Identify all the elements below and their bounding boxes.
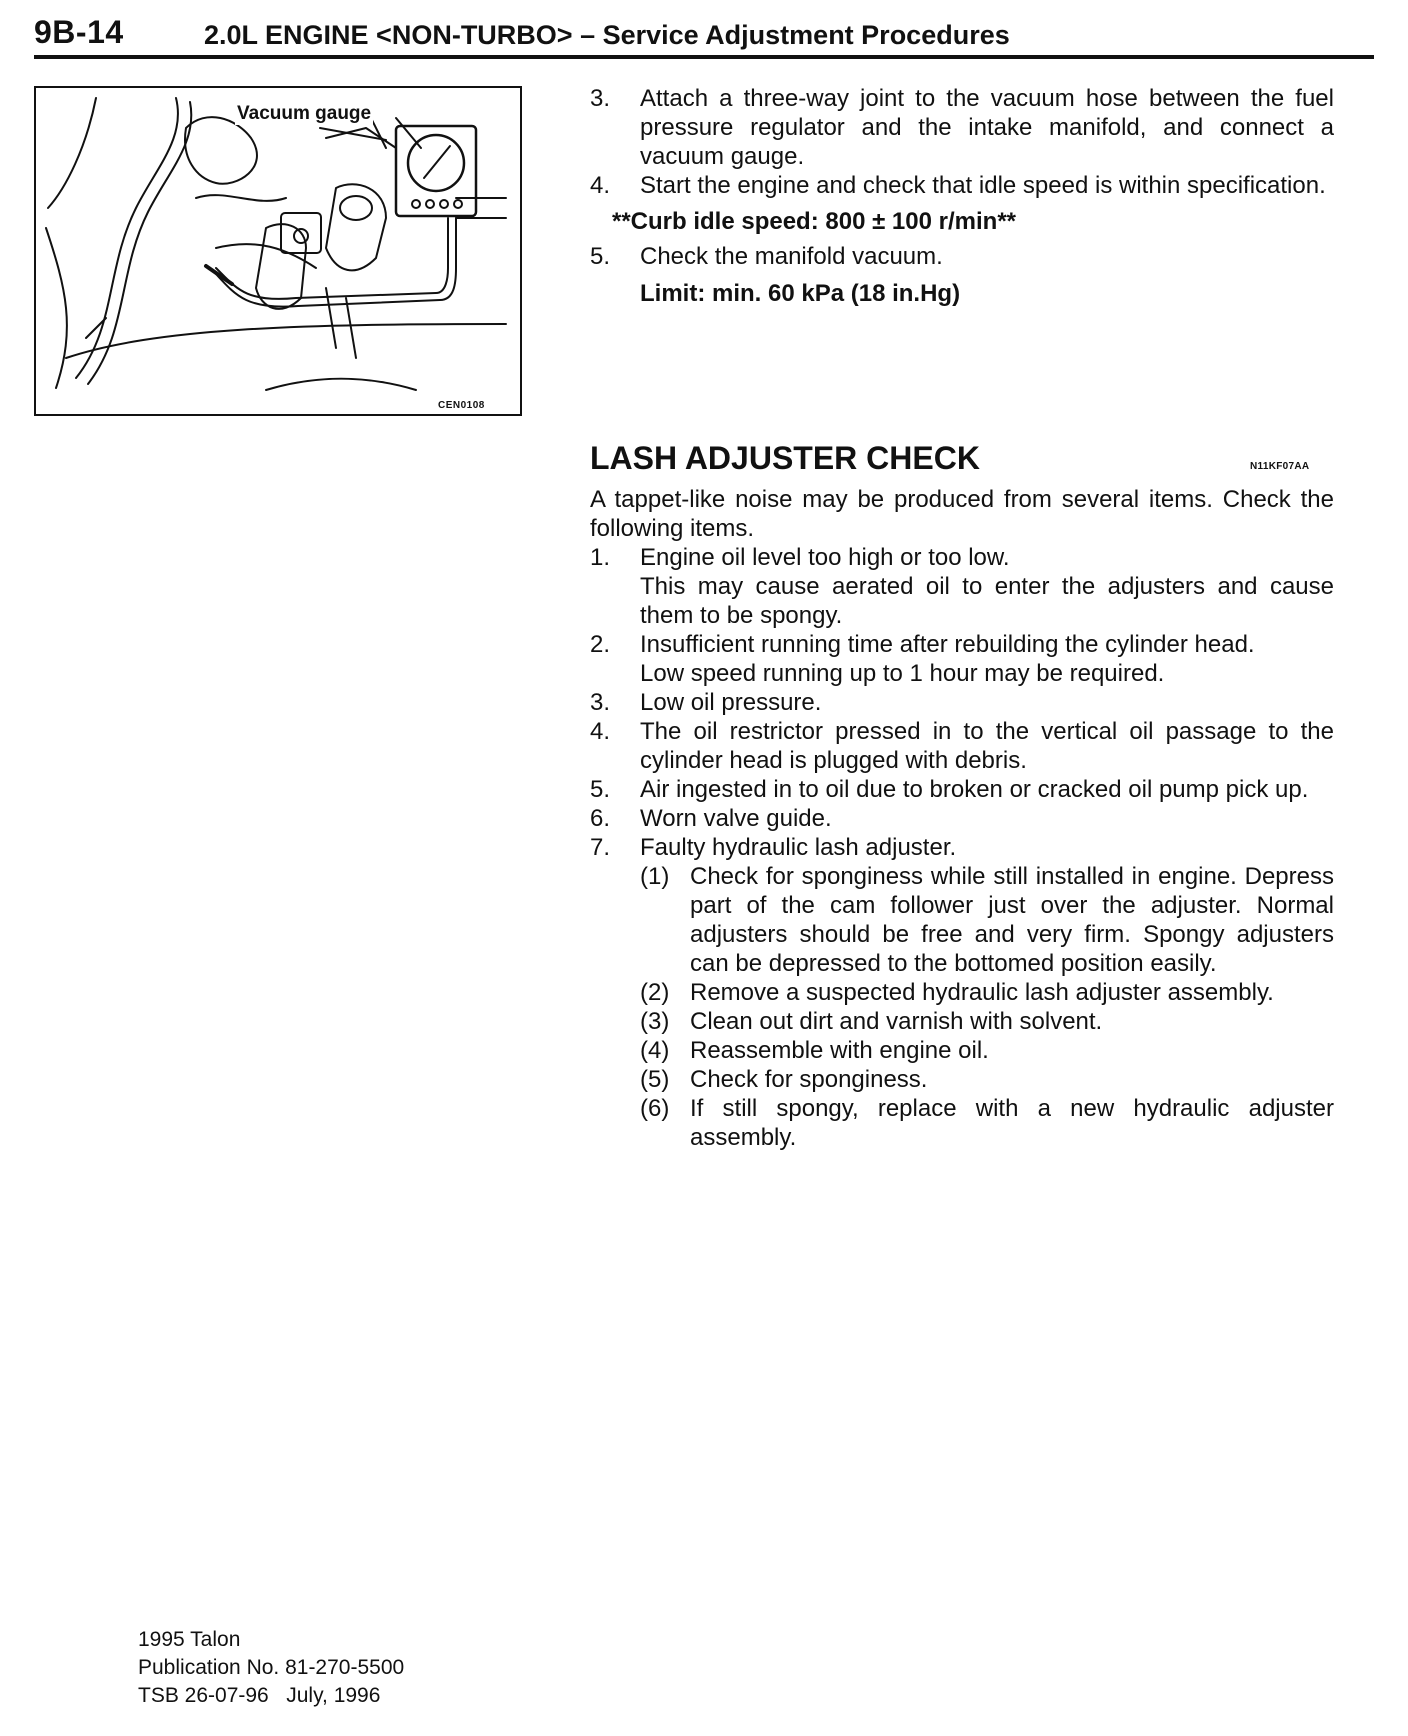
page-header bbox=[34, 14, 1374, 54]
step-number: 5. bbox=[590, 243, 611, 270]
substep-number: (1) bbox=[640, 863, 670, 890]
check-number: 7. bbox=[590, 834, 611, 861]
substep-text: Clean out dirt and varnish with solvent. bbox=[690, 1008, 1103, 1035]
list-item bbox=[590, 171, 1334, 200]
check-text: Engine oil level too high or too low. bbox=[640, 544, 1010, 571]
substep-number: (3) bbox=[640, 1008, 670, 1035]
sub-list-item bbox=[590, 1065, 1334, 1094]
substep-text: Remove a suspected hydraulic lash adjuster assembly. bbox=[690, 979, 1274, 1006]
substep-number: (6) bbox=[640, 1095, 670, 1122]
substep-text: Check for sponginess while still installed in engine. Depress part of the cam follower just over the adjuster. Normal adjusters should be free and very firm. Spongy adjusters can be depressed to the bottomed position easily. bbox=[690, 863, 1334, 977]
idle-speed-spec: **Curb idle speed: 800 ± 100 r/min** bbox=[612, 208, 1016, 235]
substep-number: (5) bbox=[640, 1066, 670, 1093]
check-text: Air ingested in to oil due to broken or cracked oil pump pick up. bbox=[640, 776, 1309, 803]
page-number: 9B-14 bbox=[34, 14, 124, 50]
check-detail: This may cause aerated oil to enter the adjusters and cause them to be spongy. bbox=[640, 573, 1334, 629]
engine-drawing bbox=[36, 88, 524, 418]
check-text: Insufficient running time after rebuilding the cylinder head. bbox=[640, 631, 1255, 658]
check-number: 5. bbox=[590, 776, 611, 803]
check-text: Faulty hydraulic lash adjuster. bbox=[640, 834, 957, 861]
list-item bbox=[590, 717, 1334, 775]
step-text: Check the manifold vacuum. bbox=[640, 243, 943, 270]
procedure-steps bbox=[590, 84, 1334, 308]
list-item bbox=[590, 804, 1334, 833]
check-detail: Low speed running up to 1 hour may be required. bbox=[640, 660, 1165, 687]
substep-text: Reassemble with engine oil. bbox=[690, 1037, 989, 1064]
footer-tsb: TSB 26-07-96 July, 1996 bbox=[138, 1684, 381, 1707]
list-item bbox=[590, 84, 1334, 171]
section-title: LASH ADJUSTER CHECK bbox=[590, 440, 980, 476]
check-text: The oil restrictor pressed in to the vertical oil passage to the cylinder head is plugged with debris. bbox=[640, 718, 1334, 774]
footer-publication: Publication No. 81-270-5500 bbox=[138, 1656, 405, 1679]
step-number: 4. bbox=[590, 172, 611, 199]
check-number: 3. bbox=[590, 689, 611, 716]
section-intro: A tappet-like noise may be produced from several items. Check the following items. bbox=[590, 486, 1334, 542]
check-text: Worn valve guide. bbox=[640, 805, 832, 832]
step-text: Attach a three-way joint to the vacuum hose between the fuel pressure regulator and the intake manifold, and connect a vacuum gauge. bbox=[640, 85, 1334, 170]
step-text: Start the engine and check that idle speed is within specification. bbox=[640, 172, 1326, 199]
list-item bbox=[590, 775, 1334, 804]
substep-text: Check for sponginess. bbox=[690, 1066, 928, 1093]
check-text: Low oil pressure. bbox=[640, 689, 822, 716]
section-code: N11KF07AA bbox=[1250, 461, 1310, 472]
vacuum-gauge-illustration bbox=[34, 86, 522, 416]
sub-list-item bbox=[590, 978, 1334, 1007]
list-item bbox=[590, 833, 1334, 862]
check-number: 1. bbox=[590, 544, 611, 571]
list-item bbox=[590, 688, 1334, 717]
sub-list-item bbox=[590, 862, 1334, 978]
list-item bbox=[590, 543, 1334, 630]
substep-number: (2) bbox=[640, 979, 670, 1006]
figure-label: Vacuum gauge bbox=[237, 103, 372, 124]
check-number: 2. bbox=[590, 631, 611, 658]
check-number: 4. bbox=[590, 718, 611, 745]
list-item bbox=[590, 242, 1334, 271]
page-title: 2.0L ENGINE <NON-TURBO> – Service Adjustment Procedures bbox=[204, 20, 1010, 50]
footer-model: 1995 Talon bbox=[138, 1628, 241, 1651]
vacuum-limit-spec: Limit: min. 60 kPa (18 in.Hg) bbox=[640, 280, 961, 307]
substep-number: (4) bbox=[640, 1037, 670, 1064]
sub-list-item bbox=[590, 1036, 1334, 1065]
figure-code: CEN0108 bbox=[438, 400, 485, 411]
lash-adjuster-content bbox=[590, 485, 1334, 1152]
step-number: 3. bbox=[590, 85, 611, 112]
header-rule bbox=[34, 55, 1374, 59]
sub-list-item bbox=[590, 1094, 1334, 1152]
sub-list-item bbox=[590, 1007, 1334, 1036]
substep-text: If still spongy, replace with a new hydraulic adjuster assembly. bbox=[690, 1095, 1334, 1151]
page-footer bbox=[138, 1626, 404, 1710]
list-item bbox=[590, 630, 1334, 688]
check-number: 6. bbox=[590, 805, 611, 832]
